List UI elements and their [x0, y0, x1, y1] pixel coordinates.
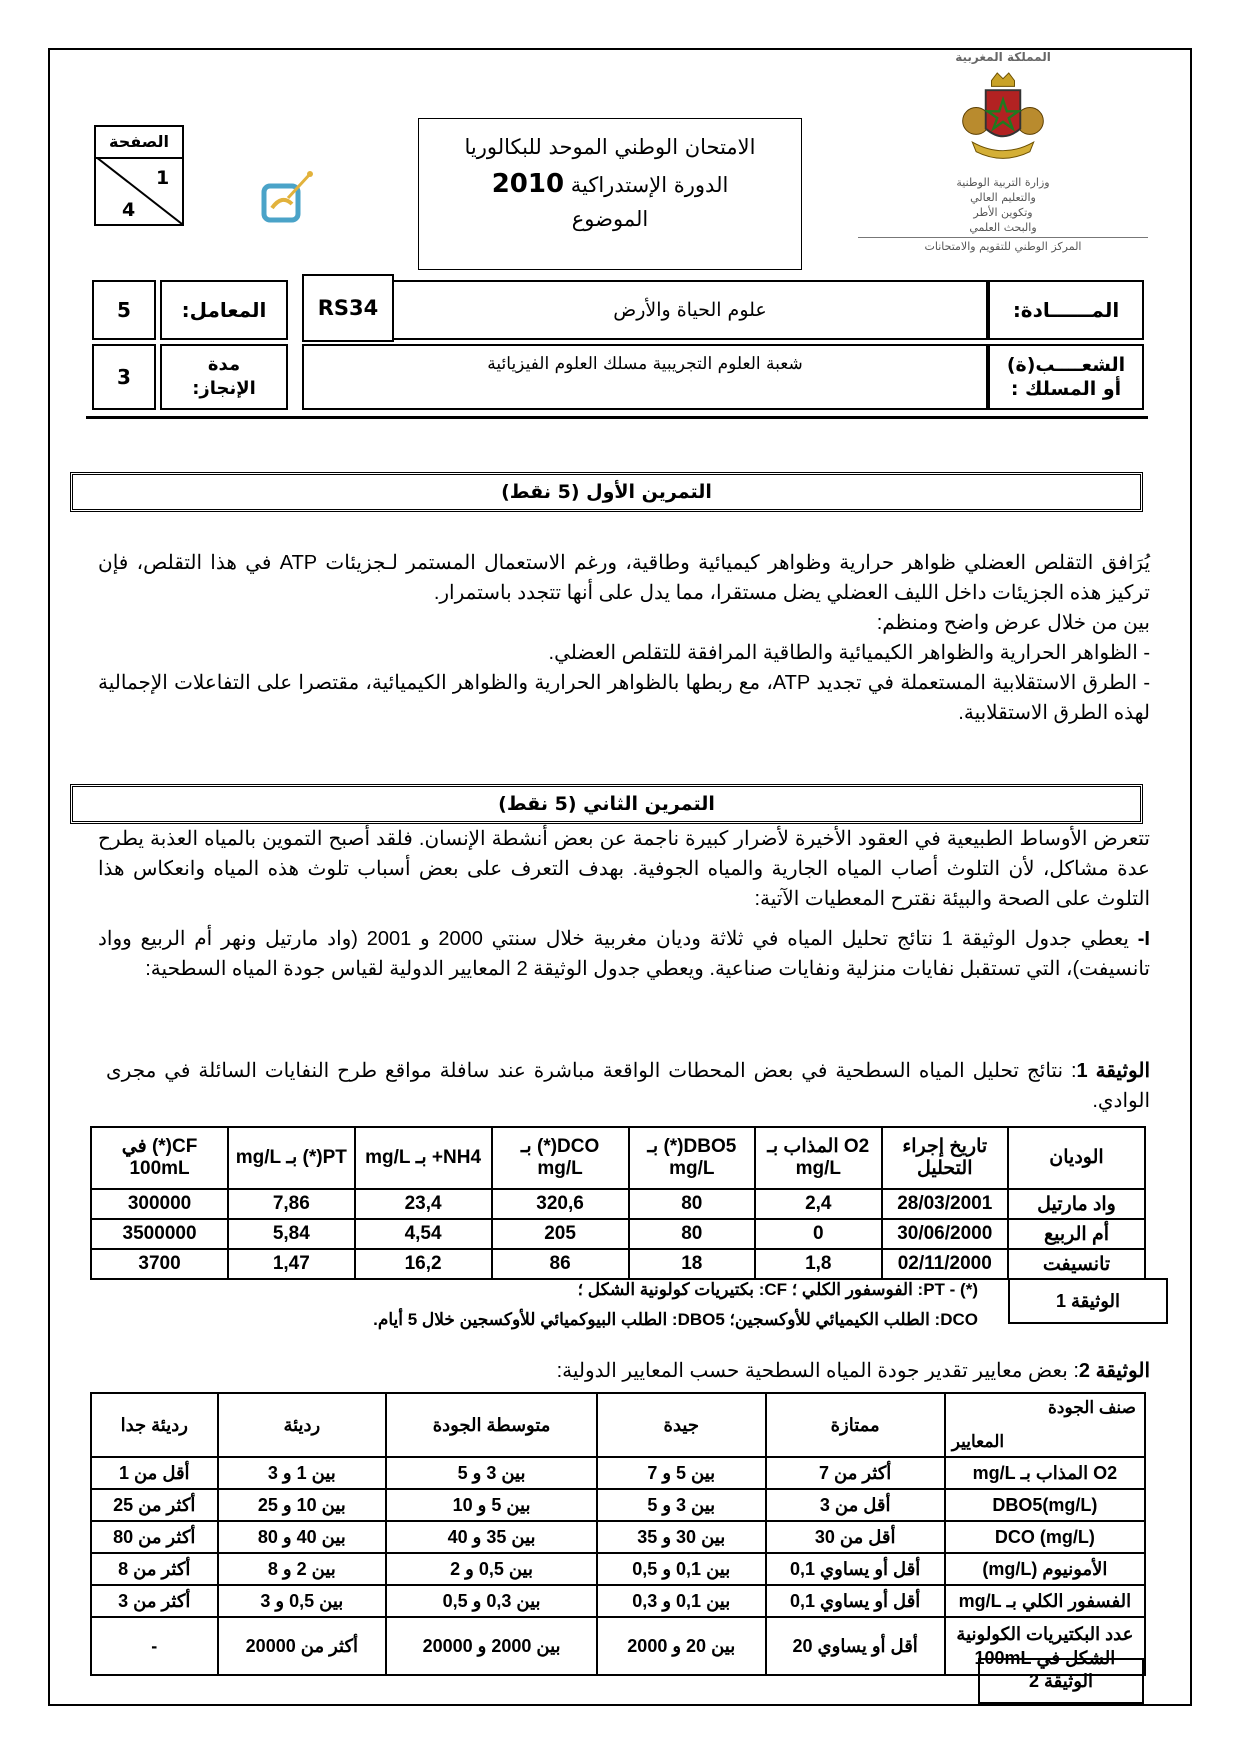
kingdom-name: المملكة المغربية	[955, 50, 1051, 64]
table-header: ممتازة	[766, 1393, 945, 1457]
exercise-2-intro: تتعرض الأوساط الطبيعية في العقود الأخيرة لأضرار كبيرة ناجمة عن بعض أنشطة الإنسان. فلقد أصبح التموين بالمياه العذبة يطرح عدة مشاكل، لأن التلوث أصاب المياه الجارية والمياه الجوفية. بهدف التعرف على بعض أسباب تلوث هذه المياه وانعكاس هذا التلوث على الصحة والبيئة نقترح المعطيات الآتية:	[98, 828, 1150, 910]
ministry-header	[858, 50, 1148, 254]
table-row: أم الربيع 30/06/2000 0 80 205 4,54 5,84 3500000	[91, 1219, 1145, 1249]
document-1-caption: الوثيقة 1: نتائج تحليل المياه السطحية في بعض المحطات الواقعة مباشرة عند سافلة مواقع طرح النفايات السائلة في مجرى الوادي.	[106, 1060, 1151, 1112]
table-header: CF(*) في 100mL	[91, 1127, 228, 1189]
page-current: 1	[156, 167, 170, 189]
exam-title-box	[418, 118, 802, 270]
ministry-line: والبحث العلمي	[969, 221, 1037, 234]
exercise-1-item: - الظواهر الحرارية والظواهر الكيميائية والطاقية المرافقة للتقلص العضلي.	[548, 642, 1150, 664]
exercise-2-title: التمرين الثاني (5 نقط)	[70, 784, 1143, 824]
table-header-row	[91, 1127, 1145, 1189]
branch-label: الشعــــب(ة) أو المسلك :	[988, 344, 1144, 410]
table-row: الفسفور الكلي بـ mg/L أقل أو يساوي 0,1 بين 0,1 و 0,3 بين 0,3 و 0,5 بين 0,5 و 3 أكثر من 3	[91, 1585, 1145, 1617]
table-header: PT(*) بـ mg/L	[228, 1127, 354, 1189]
ministry-line: وتكوين الأطر	[973, 206, 1033, 219]
exercise-2-part-1: I- يعطي جدول الوثيقة 1 نتائج تحليل المياه في ثلاثة وديان مغربية خلال سنتي 2000 و 2001 (واد مارتيل ونهر أم الربيع وواد تانسيفت)، التي تستقبل نفايات منزلية ونفايات صناعية. ويعطي جدول الوثيقة 2 المعايير الدولية لقياس جودة المياه السطحية:	[98, 928, 1150, 980]
ministry-line: والتعليم العالي	[970, 191, 1036, 204]
center-logo-icon	[258, 168, 318, 228]
document-2-table	[90, 1392, 1146, 1676]
document-1-note: (*) - PT: الفوسفور الكلي ؛ CF: بكتيريات كولونية الشكل ؛	[577, 1280, 978, 1299]
exercise-1-instruction: بين من خلال عرض واضح ومنظم:	[876, 612, 1150, 634]
exam-session: الدورة الإستدراكية 2010	[491, 169, 729, 199]
table-header: DBO5(*) بـ mg/L	[629, 1127, 755, 1189]
document-1-note: DCO: الطلب الكيميائي للأوكسجين؛ DBO5: الطلب البيوكميائي للأوكسجين خلال 5 أيام.	[373, 1310, 978, 1329]
table-header: جيدة	[597, 1393, 766, 1457]
branch-value: شعبة العلوم التجريبية مسلك العلوم الفيزيائية	[302, 344, 988, 410]
table-header: رديئة	[218, 1393, 387, 1457]
table-corner-cell: صنف الجودة المعايير	[945, 1393, 1145, 1457]
table-row: الأمونيوم (mg/L) أقل أو يساوي 0,1 بين 0,1 و 0,5 بين 0,5 و 2 بين 2 و 8 أكثر من 8	[91, 1553, 1145, 1585]
exam-title: الامتحان الوطني الموحد للبكالوريا	[464, 135, 756, 159]
table-row: واد مارتيل 28/03/2001 2,4 80 320,6 23,4 7,86 300000	[91, 1189, 1145, 1219]
subject-label: الموضوع	[571, 207, 649, 231]
material-value: علوم الحياة والأرض	[392, 280, 988, 340]
table-header: رديئة جدا	[91, 1393, 218, 1457]
exercise-1-paragraph: يُرَافق التقلص العضلي ظواهر حرارية وظواهر كيميائية وطاقية، ورغم الاستعمال المستمر لـجزيئات ATP في هذا التقلص، فإن تركيز هذه الجزيئات داخل الليف العضلي يضل مستقرا، مما يدل على أنها تتجدد باستمرار.	[98, 552, 1151, 604]
coefficient-label: المعامل:	[160, 280, 288, 340]
evaluation-center: المركز الوطني للتقويم والامتحانات	[858, 237, 1148, 254]
exercise-1-title: التمرين الأول (5 نقط)	[70, 472, 1143, 512]
table-row: عدد البكتيريات الكولونية الشكل في 100mL أقل أو يساوي 20 بين 20 و 2000 بين 2000 و 20000 أكثر من 20000 -	[91, 1617, 1145, 1675]
table-row: O2 المذاب بـ mg/L أكثر من 7 بين 5 و 7 بين 3 و 5 بين 1 و 3 أقل من 1	[91, 1457, 1145, 1489]
page-label: الصفحة	[96, 127, 182, 159]
table-header-row	[91, 1393, 1145, 1457]
table-header: O2 المذاب بـ mg/L	[755, 1127, 881, 1189]
document-1-table	[90, 1126, 1146, 1280]
table-row: DBO5(mg/L) أقل من 3 بين 3 و 5 بين 5 و 10 بين 10 و 25 أكثر من 25	[91, 1489, 1145, 1521]
coat-of-arms-icon	[955, 71, 1051, 167]
coefficient-value: 5	[92, 280, 156, 340]
table-header: NH4+ بـ mg/L	[355, 1127, 492, 1189]
table-row: DCO (mg/L) أقل من 30 بين 30 و 35 بين 35 و 40 بين 40 و 80 أكثر من 80	[91, 1521, 1145, 1553]
table-row: تانسيفت 02/11/2000 1,8 18 86 16,2 1,47 3700	[91, 1249, 1145, 1279]
page-total: 4	[122, 199, 136, 221]
document-1-label-box: الوثيقة 1	[1008, 1278, 1168, 1324]
exercise-1-item: - الطرق الاستقلابية المستعملة في تجديد ATP، مع ربطها بالظواهر الحرارية والظواهر الكيميائية، مقتصرا على التفاعلات الإجمالية لهذه الطرق الاستقلابية.	[98, 672, 1151, 724]
table-header: DCO(*) بـ mg/L	[492, 1127, 629, 1189]
table-header: تاريخ إجراء التحليل	[882, 1127, 1008, 1189]
duration-label: مدة الإنجاز:	[160, 344, 288, 410]
material-code: RS34	[302, 274, 394, 342]
document-2-label-box: الوثيقة 2	[978, 1658, 1144, 1704]
table-header: متوسطة الجودة	[386, 1393, 597, 1457]
document-2-caption: الوثيقة 2: بعض معايير تقدير جودة المياه السطحية حسب المعايير الدولية:	[556, 1360, 1150, 1382]
ministry-line: وزارة التربية الوطنية	[956, 176, 1050, 189]
material-label: المــــــادة:	[988, 280, 1144, 340]
table-header: الوديان	[1008, 1127, 1145, 1189]
duration-value: 3	[92, 344, 156, 410]
header-divider	[86, 416, 1148, 419]
page-number-box	[94, 125, 184, 226]
